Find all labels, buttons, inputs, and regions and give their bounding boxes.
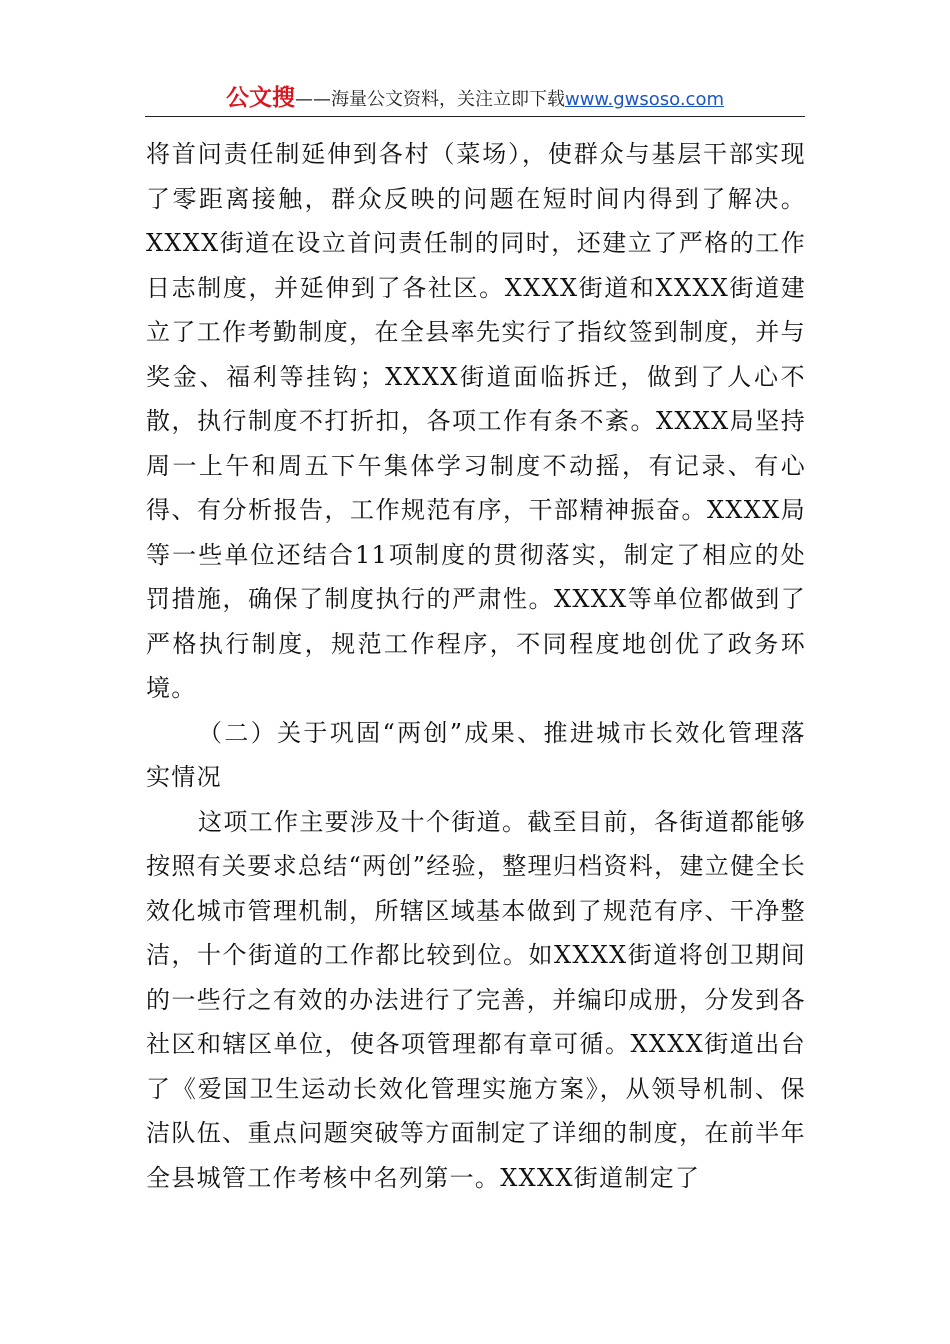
website-link[interactable]: www.gwsoso.com bbox=[564, 89, 724, 110]
document-body bbox=[146, 132, 806, 1200]
section-heading: （二）关于巩固“两创”成果、推进城市长效化管理落实情况 bbox=[146, 718, 806, 791]
page-header bbox=[145, 82, 805, 114]
header-divider bbox=[145, 116, 805, 117]
paragraph-continuation: 将首问责任制延伸到各村（菜场），使群众与基层干部实现了零距离接触，群众反映的问题在短时间内得到了解决。XXXX街道在设立首问责任制的同时，还建立了严格的工作日志制度，并延伸到了各社区。XXXX街道和XXXX街道建立了工作考勤制度，在全县率先实行了指纹签到制度，并与奖金、福利等挂钩；XXXX街道面临拆迁，做到了人心不散，执行制度不打折扣，各项工作有条不紊。XXXX局坚持周一上午和周五下午集体学习制度不动摇，有记录、有心得、有分析报告，工作规范有序，干部精神振奋。XXXX局等一些单位还结合11项制度的贯彻落实，制定了相应的处罚措施，确保了制度执行的严肃性。XXXX等单位都做到了严格执行制度，规范工作程序，不同程度地创优了政务环境。 bbox=[146, 140, 806, 702]
header-tagline: ——海量公文资料，关注立即下载 bbox=[294, 89, 565, 110]
paragraph: 这项工作主要涉及十个街道。截至目前，各街道都能够按照有关要求总结“两创”经验，整理归档资料，建立健全长效化城市管理机制，所辖区域基本做到了规范有序、干净整洁，十个街道的工作都比较到位。如XXXX街道将创卫期间的一些行之有效的办法进行了完善，并编印成册，分发到各社区和辖区单位，使各项管理都有章可循。XXXX街道出台了《爱国卫生运动长效化管理实施方案》，从领导机制、保洁队伍、重点问题突破等方面制定了详细的制度，在前半年全县城管工作考核中名列第一。XXXX街道制定了 bbox=[146, 807, 806, 1192]
brand-name: 公文搜 bbox=[225, 85, 295, 111]
